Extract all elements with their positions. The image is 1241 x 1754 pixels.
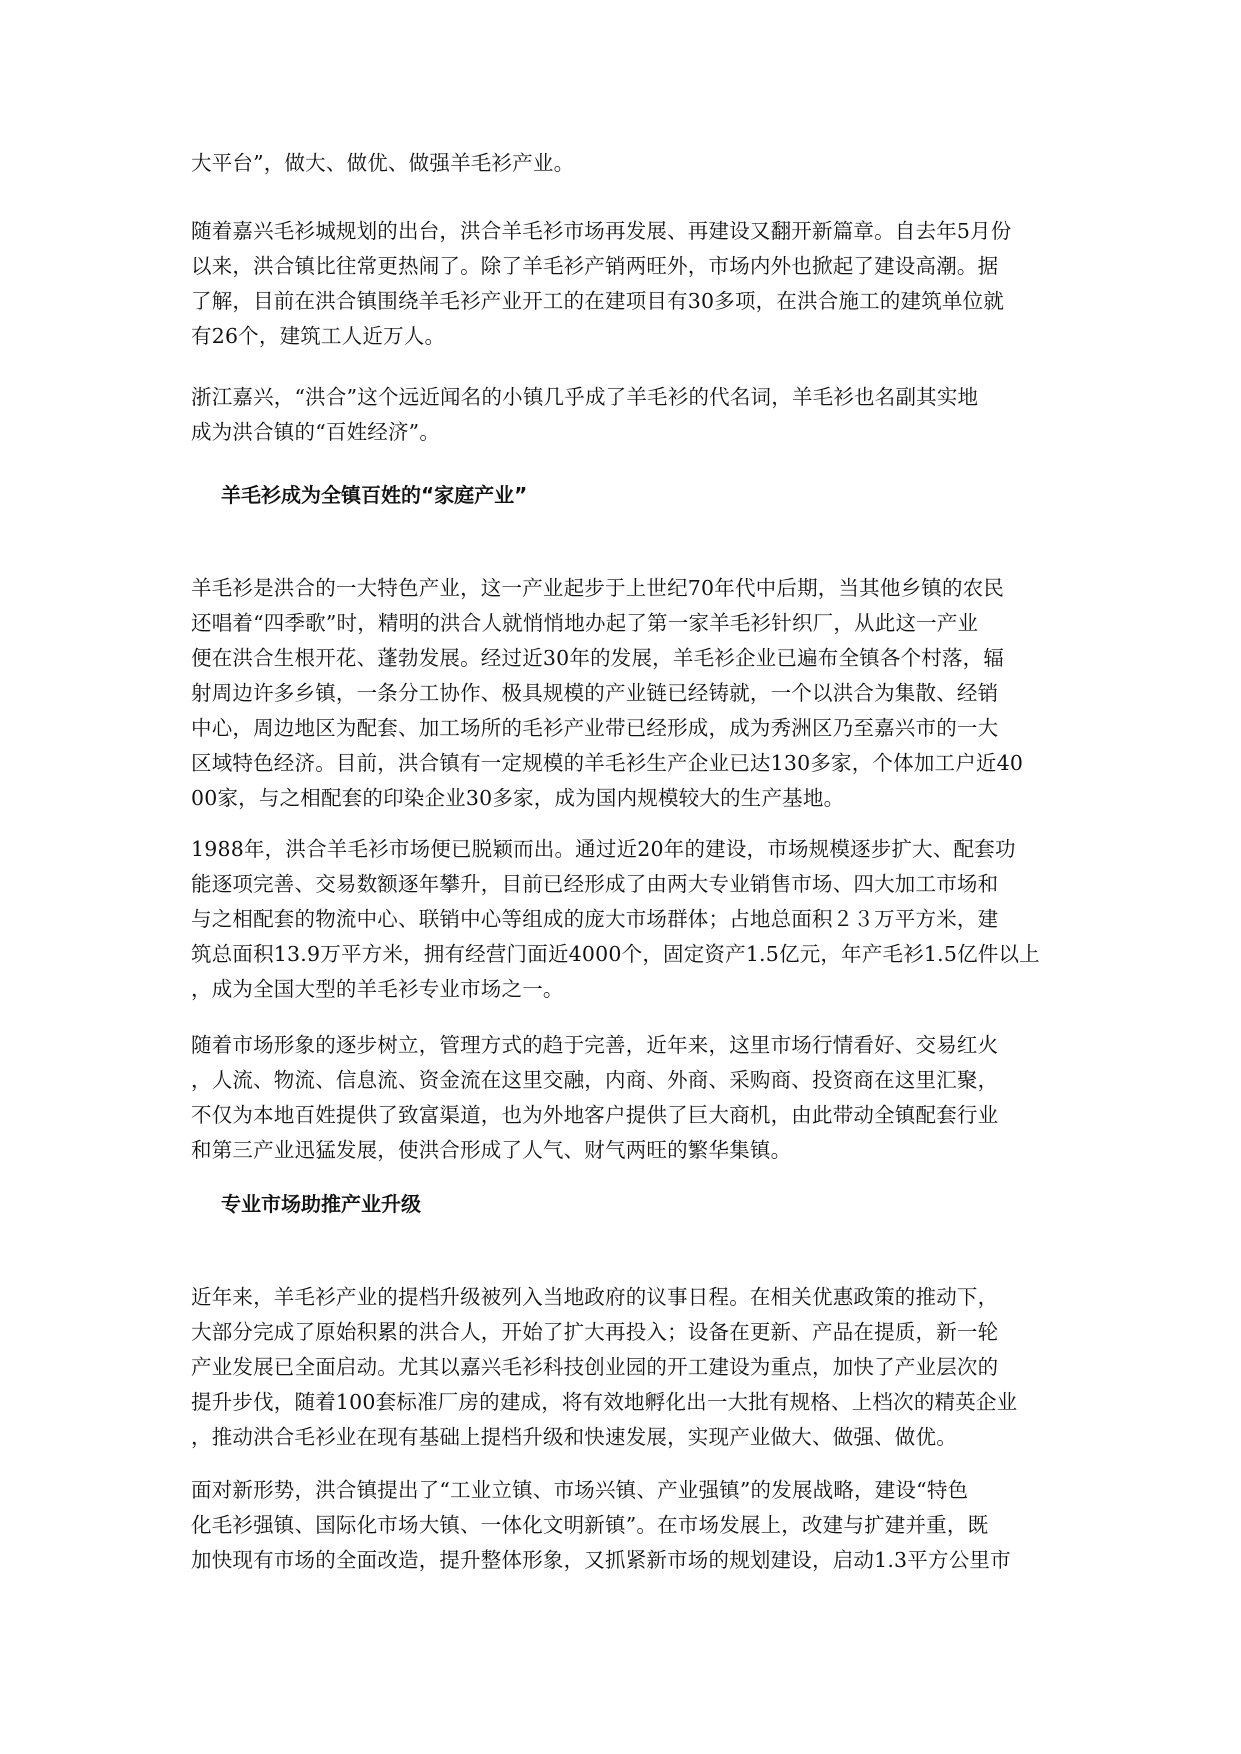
- text-line: 以来，洪合镇比往常更热闹了。除了羊毛衫产销两旺外，市场内外也掀起了建设高潮。据: [191, 254, 999, 278]
- text-line: 还唱着“四季歌”时，精明的洪合人就悄悄地办起了第一家羊毛衫针织厂，从此这一产业: [191, 611, 979, 635]
- text-line: 羊毛衫是洪合的一大特色产业，这一产业起步于上世纪70年代中后期，当其他乡镇的农民: [191, 576, 1005, 600]
- text-line: 浙江嘉兴，“洪合”这个远近闻名的小镇几乎成了羊毛衫的代名词，羊毛衫也名副其实地: [191, 385, 979, 409]
- text-line: 不仅为本地百姓提供了致富渠道，也为外地客户提供了巨大商机，由此带动全镇配套行业: [191, 1103, 999, 1127]
- paragraph: [191, 1473, 1053, 1578]
- text-line: 大平台”，做大、做优、做强羊毛衫产业。: [191, 151, 575, 175]
- text-line: 成为洪合镇的“百姓经济”。: [191, 420, 441, 444]
- paragraph: [191, 1280, 1053, 1455]
- text-line: 化毛衫强镇、国际化市场大镇、一体化文明新镇”。在市场发展上，改建与扩建并重，既: [191, 1513, 989, 1537]
- text-line: 产业发展已全面启动。尤其以嘉兴毛衫科技创业园的开工建设为重点，加快了产业层次的: [191, 1355, 999, 1379]
- section-heading: 专业市场助推产业升级: [221, 1192, 421, 1216]
- text-line: 区域特色经济。目前，洪合镇有一定规模的羊毛衫生产企业已达130多家，个体加工户近40: [191, 751, 1024, 775]
- text-line: 筑总面积13.9万平方米，拥有经营门面近4000个，固定资产1.5亿元，年产毛衫1.5亿件以上: [191, 942, 1040, 966]
- text-line: 随着市场形象的逐步树立，管理方式的趋于完善，近年来，这里市场行情看好、交易红火: [191, 1033, 999, 1057]
- paragraph: [191, 146, 1053, 181]
- text-line: 面对新形势，洪合镇提出了“工业立镇、市场兴镇、产业强镇”的发展战略，建设“特色: [191, 1478, 969, 1502]
- text-line: 近年来，羊毛衫产业的提档升级被列入当地政府的议事日程。在相关优惠政策的推动下，: [191, 1285, 999, 1309]
- paragraph: [191, 380, 1053, 450]
- text-line: ，成为全国大型的羊毛衫专业市场之一。: [191, 977, 564, 1001]
- text-line: ，人流、物流、信息流、资金流在这里交融，内商、外商、采购商、投资商在这里汇聚，: [191, 1068, 999, 1092]
- text-line: 和第三产业迅猛发展，使洪合形成了人气、财气两旺的繁华集镇。: [191, 1138, 792, 1162]
- text-line: 00家，与之相配套的印染企业30多家，成为国内规模较大的生产基地。: [191, 786, 845, 810]
- text-line: 中心，周边地区为配套、加工场所的毛衫产业带已经形成，成为秀洲区乃至嘉兴市的一大: [191, 716, 999, 740]
- paragraph: [191, 214, 1053, 354]
- text-line: 加快现有市场的全面改造，提升整体形象，又抓紧新市场的规划建设，启动1.3平方公里市: [191, 1548, 1011, 1572]
- text-line: 有26个，建筑工人近万人。: [191, 324, 446, 348]
- section-heading: 羊毛衫成为全镇百姓的“家庭产业”: [221, 483, 528, 507]
- text-line: 了解，目前在洪合镇围绕羊毛衫产业开工的在建项目有30多项，在洪合施工的建筑单位就: [191, 289, 1005, 313]
- text-line: 便在洪合生根开花、蓬勃发展。经过近30年的发展，羊毛衫企业已遍布全镇各个村落，辐: [191, 646, 1005, 670]
- text-line: 射周边许多乡镇，一条分工协作、极具规模的产业链已经铸就，一个以洪合为集散、经销: [191, 681, 999, 705]
- text-line: 大部分完成了原始积累的洪合人，开始了扩大再投入；设备在更新、产品在提质，新一轮: [191, 1320, 999, 1344]
- text-line: 能逐项完善、交易数额逐年攀升，目前已经形成了由两大专业销售市场、四大加工市场和: [191, 872, 999, 896]
- paragraph: [191, 1028, 1053, 1168]
- paragraph: [191, 571, 1053, 816]
- text-line: 1988年，洪合羊毛衫市场便已脱颖而出。通过近20年的建设，市场规模逐步扩大、配套功: [191, 837, 1016, 861]
- text-line: 与之相配套的物流中心、联销中心等组成的庞大市场群体；占地总面积２３万平方米，建: [191, 907, 999, 931]
- paragraph: [191, 832, 1053, 1007]
- text-line: 随着嘉兴毛衫城规划的出台，洪合羊毛衫市场再发展、再建设又翻开新篇章。自去年5月份: [191, 219, 1012, 243]
- text-line: 提升步伐，随着100套标准厂房的建成，将有效地孵化出一大批有规格、上档次的精英企业: [191, 1390, 1018, 1414]
- text-line: ，推动洪合毛衫业在现有基础上提档升级和快速发展，实现产业做大、做强、做优。: [191, 1425, 957, 1449]
